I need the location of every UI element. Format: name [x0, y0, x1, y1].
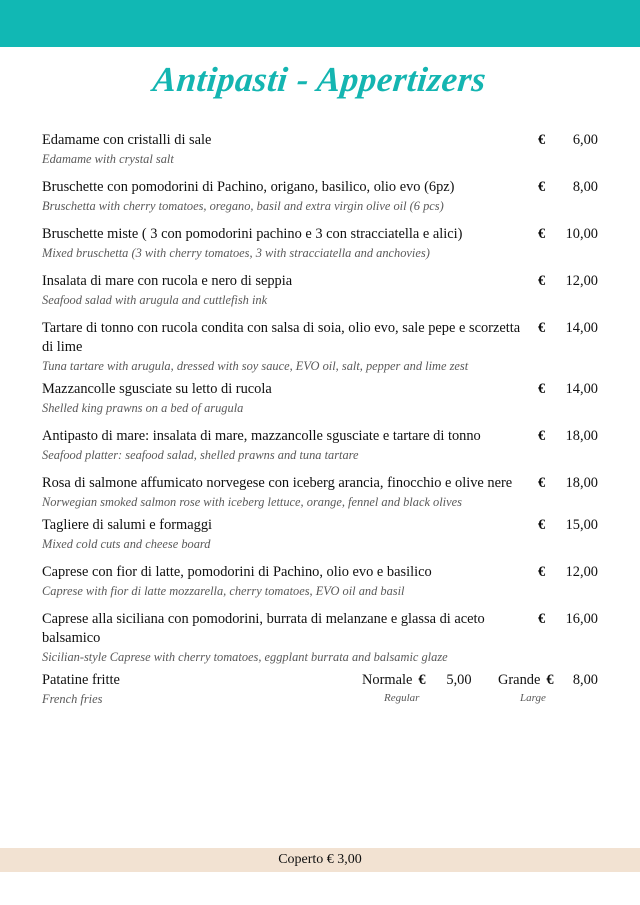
- menu-item: [42, 272, 598, 308]
- menu-item-price: [538, 131, 598, 150]
- menu-item-row: [42, 380, 598, 399]
- menu-item-price: [538, 427, 598, 446]
- menu-item: [42, 131, 598, 167]
- currency-symbol: €: [538, 428, 546, 444]
- menu-item-translation: Seafood platter: seafood salad, shelled prawns and tuna tartare: [42, 448, 359, 462]
- price-amount: 10,00: [565, 226, 598, 242]
- menu-item-translation: Mixed cold cuts and cheese board: [42, 537, 211, 551]
- size-option-grande: [498, 671, 598, 706]
- menu-item-row: [42, 671, 598, 707]
- menu-item: [42, 225, 598, 261]
- menu-item-row: [42, 131, 598, 150]
- menu-item-name-block: [42, 671, 362, 707]
- menu-item-row: [42, 474, 598, 493]
- menu-item-row: [42, 225, 598, 244]
- size-option-translation: Regular: [384, 692, 420, 704]
- menu-item-name: Mazzancolle sgusciate su letto di rucola: [42, 381, 272, 397]
- menu-item: [42, 427, 598, 463]
- menu-item-row: [42, 178, 598, 197]
- menu-item-name: Antipasto di mare: insalata di mare, mazzancolle sgusciate e tartare di tonno: [42, 428, 481, 444]
- currency-symbol: €: [538, 273, 546, 289]
- menu-item-translation: Edamame with crystal salt: [42, 152, 174, 166]
- menu-item: [42, 563, 598, 599]
- footer-band: [0, 848, 640, 872]
- currency-symbol: €: [418, 672, 426, 688]
- menu-item-price: [538, 272, 598, 291]
- size-option-price-line: [362, 671, 498, 690]
- menu-item-name: Patatine fritte: [42, 672, 120, 688]
- menu-item-name: Tartare di tonno con rucola condita con salsa di soia, olio evo, sale pepe e scorzetta di lime: [42, 320, 521, 355]
- menu-item-translation: Mixed bruschetta (3 with cherry tomatoes, 3 with stracciatella and anchovies): [42, 246, 430, 260]
- menu-item: [42, 178, 598, 214]
- menu-item-name: Tagliere di salumi e formaggi: [42, 517, 213, 533]
- page-title: Antipasti - Appertizers: [151, 60, 489, 99]
- menu-item-translation: Shelled king prawns on a bed of arugula: [42, 401, 244, 415]
- menu-item-row: [42, 272, 598, 291]
- size-option-label: Normale: [362, 672, 413, 688]
- menu-item-translation: Caprese with fior di latte mozzarella, cherry tomatoes, EVO oil and basil: [42, 584, 405, 598]
- menu-item-price: [538, 380, 598, 399]
- currency-symbol: €: [538, 179, 546, 195]
- price-amount: 12,00: [565, 564, 598, 580]
- currency-symbol: €: [538, 132, 546, 148]
- menu-item: [42, 474, 598, 510]
- size-option-translation: Large: [520, 692, 546, 704]
- menu-item-name: Bruschette con pomodorini di Pachino, origano, basilico, olio evo (6pz): [42, 179, 455, 195]
- menu-item-price: [538, 516, 598, 535]
- price-amount: 8,00: [572, 672, 598, 688]
- currency-symbol: €: [538, 381, 546, 397]
- size-option-label: Grande: [498, 672, 541, 688]
- menu-item-name: Rosa di salmone affumicato norvegese con iceberg arancia, finocchio e olive nere: [42, 475, 513, 491]
- price-amount: 15,00: [565, 517, 598, 533]
- price-amount: 6,00: [572, 132, 598, 148]
- currency-symbol: €: [538, 517, 546, 533]
- menu-item-row: [42, 319, 598, 357]
- price-amount: 18,00: [565, 428, 598, 444]
- price-amount: 14,00: [565, 381, 598, 397]
- menu-item-price: [538, 610, 598, 629]
- size-option-price-line: [498, 671, 598, 690]
- menu-item-translation: Bruschetta with cherry tomatoes, oregano, basil and extra virgin olive oil (6 pcs): [42, 199, 444, 213]
- menu-item: [42, 380, 598, 416]
- menu-item-price: [538, 178, 598, 197]
- menu-item-translation: Seafood salad with arugula and cuttlefish ink: [42, 293, 268, 307]
- menu-item-price: [538, 563, 598, 582]
- currency-symbol: €: [538, 475, 546, 491]
- menu-item-row: [42, 563, 598, 582]
- menu-item-list: [42, 131, 598, 718]
- menu-item-name: Bruschette miste ( 3 con pomodorini pachino e 3 con stracciatella e alici): [42, 226, 463, 242]
- menu-item-name: Caprese con fior di latte, pomodorini di Pachino, olio evo e basilico: [42, 564, 432, 580]
- size-option-normale: [362, 671, 498, 706]
- menu-item-price: [538, 474, 598, 493]
- menu-item-price: [538, 319, 598, 338]
- price-amount: 5,00: [446, 672, 472, 688]
- currency-symbol: €: [546, 672, 554, 688]
- currency-symbol: €: [538, 226, 546, 242]
- cover-charge-note: Coperto € 3,00: [278, 852, 362, 867]
- menu-item: [42, 319, 598, 374]
- menu-item-name: Insalata di mare con rucola e nero di seppia: [42, 273, 293, 289]
- currency-symbol: €: [538, 611, 546, 627]
- menu-item-translation: French fries: [42, 692, 103, 706]
- price-amount: 12,00: [565, 273, 598, 289]
- menu-item: [42, 516, 598, 552]
- menu-item-translation: Sicilian-style Caprese with cherry tomatoes, eggplant burrata and balsamic glaze: [42, 650, 448, 664]
- currency-symbol: €: [538, 320, 546, 336]
- price-amount: 18,00: [565, 475, 598, 491]
- top-decorative-band: [0, 0, 640, 47]
- menu-item-with-size-options: [42, 671, 598, 707]
- menu-item-name: Caprese alla siciliana con pomodorini, burrata di melanzane e glassa di aceto balsamico: [42, 611, 485, 646]
- menu-item-name: Edamame con cristalli di sale: [42, 132, 212, 148]
- menu-item-translation: Norwegian smoked salmon rose with iceberg lettuce, orange, fennel and black olives: [42, 495, 462, 509]
- menu-item-row: [42, 427, 598, 446]
- menu-item-translation: Tuna tartare with arugula, dressed with soy sauce, EVO oil, salt, pepper and lime zest: [42, 359, 469, 373]
- menu-item: [42, 610, 598, 665]
- price-amount: 16,00: [565, 611, 598, 627]
- section-title-container: [0, 60, 640, 100]
- price-amount: 14,00: [565, 320, 598, 336]
- currency-symbol: €: [538, 564, 546, 580]
- menu-item-price: [538, 225, 598, 244]
- menu-item-row: [42, 516, 598, 535]
- menu-item-row: [42, 610, 598, 648]
- price-amount: 8,00: [572, 179, 598, 195]
